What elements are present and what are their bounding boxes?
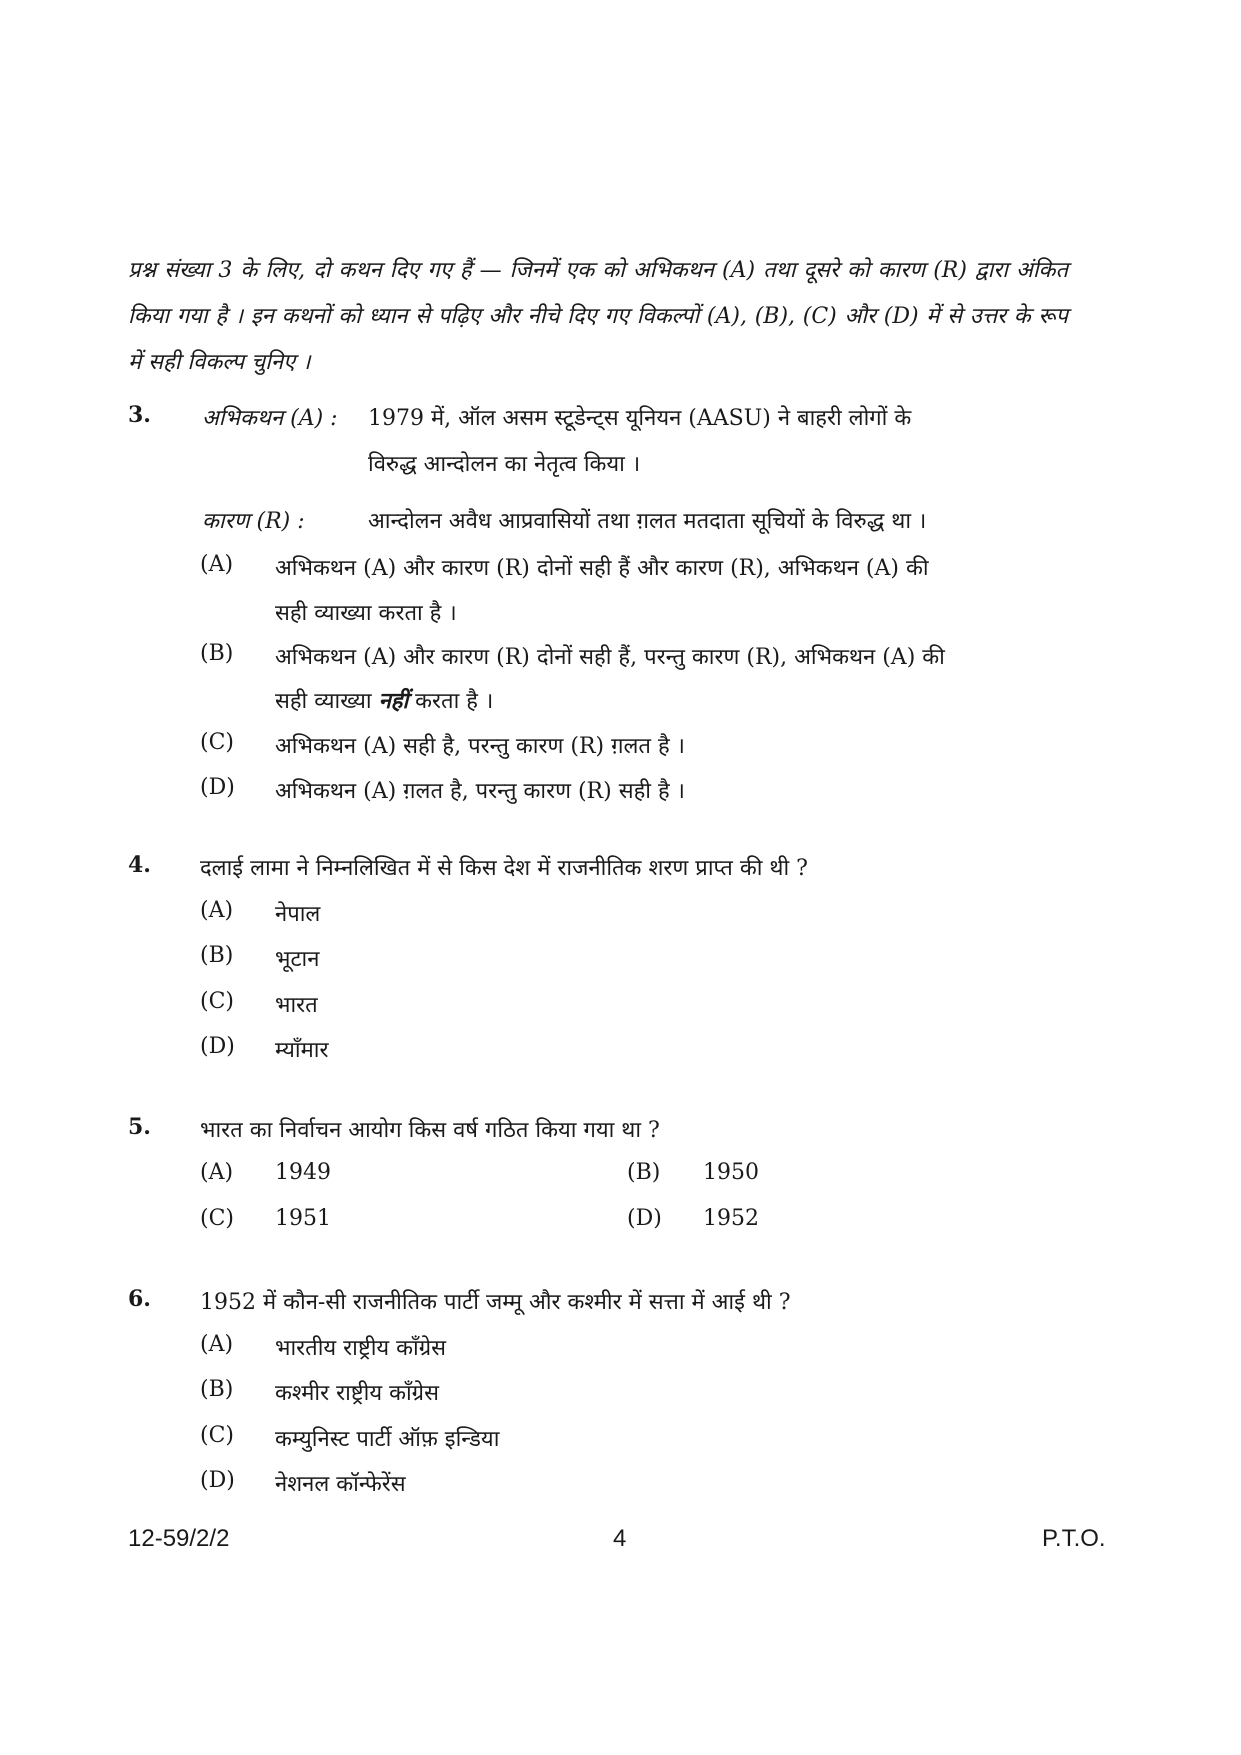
q4-option-d-letter: (D)	[200, 1034, 235, 1059]
q3-option-b-line2-pre: सही व्याख्या	[275, 689, 372, 714]
q3-option-c-text: अभिकथन (A) सही है, परन्तु कारण (R) ग़लत है ।	[275, 734, 685, 759]
q6-option-c-letter: (C)	[200, 1423, 234, 1448]
assertion-label: अभिकथन (A) :	[202, 406, 338, 431]
q3-option-b-letter: (B)	[200, 641, 234, 666]
pto-label: P.T.O.	[1042, 1525, 1106, 1552]
q3-option-b-line2	[275, 685, 493, 715]
q6-option-c-text: कम्युनिस्ट पार्टी ऑफ़ इन्डिया	[275, 1427, 500, 1452]
question-5-number: 5.	[128, 1114, 151, 1140]
assertion-text-line2: विरुद्ध आन्दोलन का नेतृत्व किया ।	[368, 452, 641, 477]
q5-option-b-text: 1950	[703, 1160, 759, 1185]
q3-option-a-line1: अभिकथन (A) और कारण (R) दोनों सही हैं और कारण (R), अभिकथन (A) की	[275, 556, 929, 581]
q6-option-d-text: नेशनल कॉन्फेरेंस	[275, 1472, 406, 1497]
q4-option-c-letter: (C)	[200, 989, 234, 1014]
q5-option-b-letter: (B)	[627, 1160, 661, 1185]
q5-option-a-letter: (A)	[200, 1160, 234, 1185]
q3-option-d-text: अभिकथन (A) ग़लत है, परन्तु कारण (R) सही है ।	[275, 779, 685, 804]
q3-option-b-emphasis: नहीं	[378, 688, 409, 714]
instructions: प्रश्न संख्या 3 के लिए, दो कथन दिए गए हैं — जिनमें एक को अभिकथन (A) तथा दूसरे को कारण (R) द्वारा अंकित किया गया है । इन कथनों को ध्यान से पढ़िए और नीचे दिए गए विकल्पों (A), (B), (C) और (D) में से उत्तर के रूप में सही विकल्प चुनिए ।	[128, 258, 1068, 375]
question-6-number: 6.	[128, 1286, 151, 1312]
q5-option-a-text: 1949	[275, 1160, 331, 1185]
q3-option-a-line2: सही व्याख्या करता है ।	[275, 601, 457, 626]
q4-option-d-text: म्याँमार	[275, 1038, 329, 1063]
q4-option-b-letter: (B)	[200, 943, 234, 968]
q6-option-d-letter: (D)	[200, 1468, 235, 1493]
q6-option-b-letter: (B)	[200, 1377, 234, 1402]
q3-option-d-letter: (D)	[200, 775, 235, 800]
q6-option-a-letter: (A)	[200, 1332, 234, 1357]
q5-option-c-letter: (C)	[200, 1206, 234, 1231]
question-4-text: दलाई लामा ने निम्नलिखित में से किस देश में राजनीतिक शरण प्राप्त की थी ?	[200, 856, 808, 881]
q4-option-a-letter: (A)	[200, 898, 234, 923]
question-4-number: 4.	[128, 852, 151, 878]
q3-option-c-letter: (C)	[200, 730, 234, 755]
q6-option-a-text: भारतीय राष्ट्रीय काँग्रेस	[275, 1336, 447, 1361]
q3-option-b-line1: अभिकथन (A) और कारण (R) दोनों सही हैं, परन्तु कारण (R), अभिकथन (A) की	[275, 645, 945, 670]
reason-text: आन्दोलन अवैध आप्रवासियों तथा ग़लत मतदाता सूचियों के विरुद्ध था ।	[368, 509, 927, 534]
q3-option-a-letter: (A)	[200, 552, 234, 577]
q5-option-d-letter: (D)	[627, 1206, 662, 1231]
q4-option-a-text: नेपाल	[275, 902, 321, 927]
q6-option-b-text: कश्मीर राष्ट्रीय काँग्रेस	[275, 1381, 439, 1406]
q5-option-d-text: 1952	[703, 1206, 759, 1231]
reason-label: कारण (R) :	[202, 509, 305, 534]
q4-option-c-text: भारत	[275, 993, 318, 1018]
paper-code: 12-59/2/2	[128, 1525, 230, 1552]
assertion-text-line1: 1979 में, ऑल असम स्टूडेन्ट्स यूनियन (AASU) ने बाहरी लोगों के	[368, 406, 912, 431]
q3-option-b-line2-post: करता है ।	[415, 689, 494, 714]
page-number: 4	[613, 1525, 627, 1552]
question-3-number: 3.	[128, 402, 151, 428]
q4-option-b-text: भूटान	[275, 947, 320, 972]
question-5-text: भारत का निर्वाचन आयोग किस वर्ष गठित किया गया था ?	[200, 1118, 660, 1143]
q5-option-c-text: 1951	[275, 1206, 331, 1231]
question-6-text: 1952 में कौन-सी राजनीतिक पार्टी जम्मू और कश्मीर में सत्ता में आई थी ?	[200, 1290, 791, 1315]
